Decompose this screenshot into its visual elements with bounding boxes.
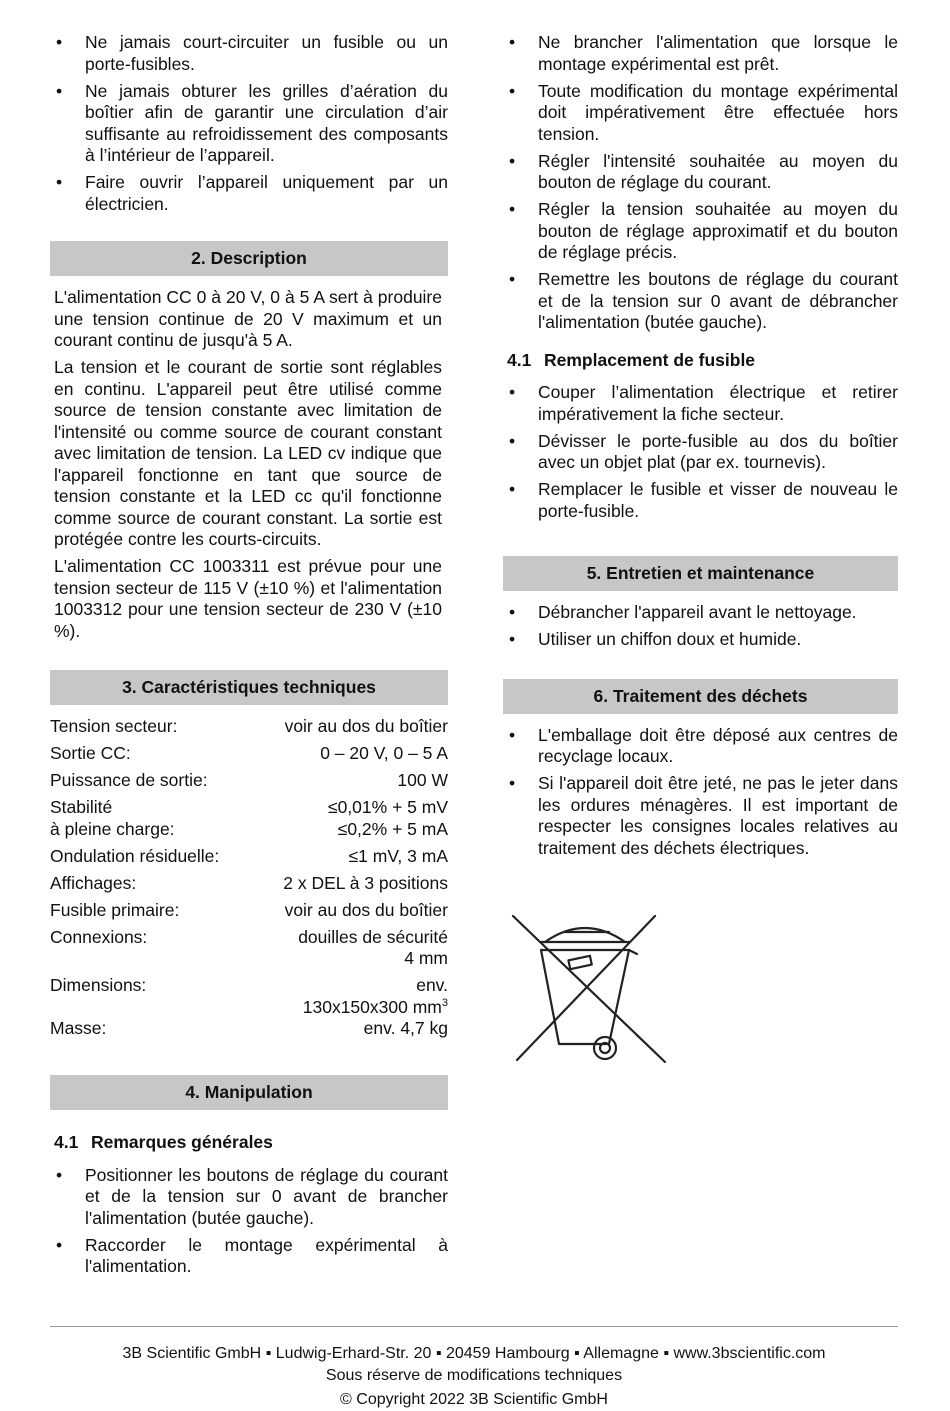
paragraph: L'alimentation CC 1003311 est prévue pour une tension secteur de 115 V (±10 %) et l'alimentation 1003312 pour une tension secteur de 230 V (±10 %). <box>54 556 442 641</box>
table-row <box>50 797 448 819</box>
paragraph: L'alimentation CC 0 à 20 V, 0 à 5 A sert à produire une tension continue de 20 V maximum et un courant continu de jusqu'à 5 A. <box>54 287 442 350</box>
spec-value: ≤0,2% + 5 mA <box>337 818 448 839</box>
manipulation-list <box>50 1165 448 1278</box>
list-item: • Toute modification du montage expérimental doit impérativement être effectuée hors tension. <box>503 81 898 146</box>
table-row <box>50 927 448 976</box>
operation-list <box>503 32 898 334</box>
section-heading-waste: 6. Traitement des déchets <box>503 679 898 714</box>
footer-copyright: © Copyright 2022 3B Scientific GmbH <box>340 1391 608 1408</box>
list-item: • Débrancher l'appareil avant le nettoyage. <box>503 602 898 624</box>
spec-value-line: 130x150x300 mm <box>302 996 442 1017</box>
left-column <box>50 30 448 1283</box>
maintenance-list <box>503 602 898 651</box>
waste-list <box>503 725 898 860</box>
spec-label: Fusible primaire: <box>50 899 180 920</box>
list-item: • Remplacer le fusible et visser de nouveau le porte-fusible. <box>503 479 898 522</box>
fuse-list <box>503 382 898 522</box>
list-item: • Faire ouvrir l’appareil uniquement par un électricien. <box>50 172 448 215</box>
spec-value <box>252 927 448 976</box>
spec-table <box>50 716 448 1045</box>
description-body <box>50 287 448 642</box>
section-heading-maintenance: 5. Entretien et maintenance <box>503 556 898 591</box>
spec-label: Masse: <box>50 1018 107 1038</box>
subsection-label: Remplacement de fusible <box>544 349 756 370</box>
spec-value: ≤0,01% + 5 mV <box>327 797 448 817</box>
list-item: • Positionner les boutons de réglage du courant et de la tension sur 0 avant de brancher l'alimentation (butée gauche). <box>50 1165 448 1230</box>
spec-value: ≤1 mV, 3 mA <box>348 845 448 866</box>
subsection-number: 4.1 <box>54 1132 79 1152</box>
spec-label: Stabilité <box>50 797 113 817</box>
spec-value: voir au dos du boîtier <box>284 899 448 920</box>
list-item: • Ne jamais court-circuiter un fusible ou un porte-fusibles. <box>50 32 448 75</box>
paragraph: La tension et le courant de sortie sont réglables en continu. L'appareil peut être utilisé comme source de tension constante avec limitation de l'intensité ou comme source de courant constant avec limitation de tension. La LED cv indique que l'appareil fonctionne en tant que source de tension constante et la LED cc qu'il fonctionne comme source de courant constant. La sortie est protégée contre les courts-circuits. <box>54 357 442 549</box>
spec-label: à pleine charge: <box>50 818 175 839</box>
table-row <box>50 846 448 873</box>
list-item: • Ne brancher l'alimentation que lorsque le montage expérimental est prêt. <box>503 32 898 75</box>
spec-value-line: 4 mm <box>404 948 448 968</box>
list-item: • Ne jamais obturer les grilles d’aération du boîtier afin de garantir une circulation d’air suffisante au refroidissement des composants à l’intérieur de l’appareil. <box>50 81 448 167</box>
list-item: • Régler l'intensité souhaitée au moyen du bouton de réglage du courant. <box>503 151 898 194</box>
spec-label: Affichages: <box>50 872 137 893</box>
spec-label: Connexions: <box>50 926 148 947</box>
list-item: • Couper l’alimentation électrique et retirer impérativement la fiche secteur. <box>503 382 898 425</box>
footer <box>50 1343 898 1411</box>
table-row <box>50 975 448 1018</box>
subsection-title <box>503 350 898 372</box>
spec-value: env. 4,7 kg <box>363 1018 448 1038</box>
footer-divider <box>50 1326 898 1327</box>
list-item: • Utiliser un chiffon doux et humide. <box>503 629 898 651</box>
spec-label: Tension secteur: <box>50 716 178 736</box>
spec-label: Puissance de sortie: <box>50 770 208 790</box>
table-row <box>50 1018 448 1045</box>
footer-address: 3B Scientific GmbH ▪ Ludwig-Erhard-Str. 20 ▪ 20459 Hambourg ▪ Allemagne ▪ www.3bscientific.com <box>122 1345 826 1362</box>
right-column <box>503 30 898 865</box>
superscript: 3 <box>441 996 448 1009</box>
table-row <box>50 900 448 927</box>
footer-notice: Sous réserve de modifications techniques <box>325 1367 623 1384</box>
spec-label: Dimensions: <box>50 975 147 995</box>
list-item: • Remettre les boutons de réglage du courant et de la tension sur 0 avant de débrancher l'alimentation (butée gauche). <box>503 269 898 334</box>
table-row <box>50 716 448 743</box>
subsection-number: 4.1 <box>507 349 532 370</box>
spec-label: Sortie CC: <box>50 743 131 763</box>
spec-value: 100 W <box>397 770 448 790</box>
spec-value: 0 – 20 V, 0 – 5 A <box>320 743 448 763</box>
section-heading-description: 2. Description <box>50 241 448 276</box>
crossed-out-wheelie-bin-icon <box>505 910 670 1070</box>
table-row <box>50 873 448 900</box>
spec-value: voir au dos du boîtier <box>284 716 448 736</box>
list-item: • Régler la tension souhaitée au moyen du bouton de réglage approximatif et du bouton de réglage précis. <box>503 199 898 264</box>
subsection-label: Remarques générales <box>91 1132 273 1152</box>
spec-value-line: douilles de sécurité <box>298 926 448 947</box>
spec-value <box>252 975 448 1018</box>
spec-value: 2 x DEL à 3 positions <box>283 872 448 893</box>
list-item: • L'emballage doit être déposé aux centres de recyclage locaux. <box>503 725 898 768</box>
list-item: • Si l'appareil doit être jeté, ne pas le jeter dans les ordures ménagères. Il est important de respecter les consignes locales relatives au traitement des déchets électriques. <box>503 773 898 859</box>
table-row <box>50 770 448 797</box>
table-row <box>50 743 448 770</box>
list-item: • Dévisser le porte-fusible au dos du boîtier avec un objet plat (par ex. tournevis). <box>503 431 898 474</box>
safety-list <box>50 32 448 215</box>
section-heading-specs: 3. Caractéristiques techniques <box>50 670 448 705</box>
table-row <box>50 819 448 846</box>
subsection-title <box>50 1132 448 1154</box>
spec-value-line: env. <box>416 975 448 995</box>
section-heading-manipulation: 4. Manipulation <box>50 1075 448 1110</box>
spec-label: Ondulation résiduelle: <box>50 845 220 866</box>
list-item: • Raccorder le montage expérimental à l'alimentation. <box>50 1235 448 1278</box>
